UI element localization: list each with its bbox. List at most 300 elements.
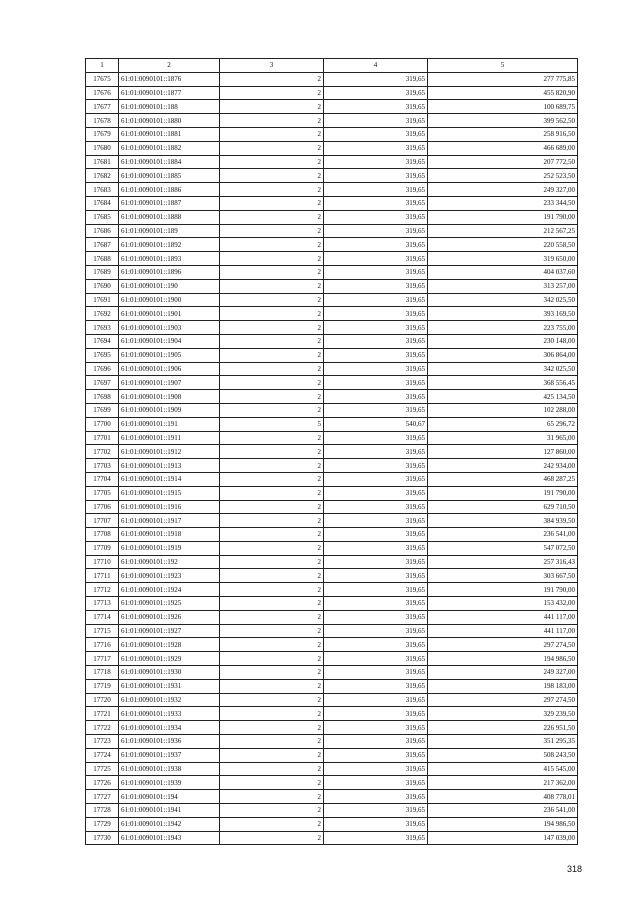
row-number-cell: 17708 xyxy=(86,528,119,542)
category-cell: 2 xyxy=(220,693,324,707)
table-row xyxy=(86,817,578,831)
category-cell: 2 xyxy=(220,707,324,721)
row-number-cell: 17680 xyxy=(86,141,119,155)
category-cell: 2 xyxy=(220,210,324,224)
rate-cell: 319,65 xyxy=(324,307,428,321)
cadastral-number-cell: 61:01:0090101::1942 xyxy=(119,817,220,831)
cadastral-number-cell: 61:01:0090101::1903 xyxy=(119,321,220,335)
table-row xyxy=(86,735,578,749)
category-cell: 2 xyxy=(220,293,324,307)
rate-cell: 319,65 xyxy=(324,500,428,514)
row-number-cell: 17685 xyxy=(86,210,119,224)
cadastral-number-cell: 61:01:0090101::1892 xyxy=(119,238,220,252)
value-cell: 342 025,50 xyxy=(428,293,578,307)
value-cell: 207 772,50 xyxy=(428,155,578,169)
row-number-cell: 17696 xyxy=(86,362,119,376)
value-cell: 277 775,85 xyxy=(428,72,578,86)
value-cell: 100 689,75 xyxy=(428,100,578,114)
value-cell: 249 327,00 xyxy=(428,666,578,680)
rate-cell: 319,65 xyxy=(324,624,428,638)
value-cell: 455 820,90 xyxy=(428,86,578,100)
rate-cell: 319,65 xyxy=(324,583,428,597)
row-number-cell: 17678 xyxy=(86,114,119,128)
value-cell: 629 710,50 xyxy=(428,500,578,514)
column-header: 1 xyxy=(86,59,119,73)
category-cell: 2 xyxy=(220,196,324,210)
table-row xyxy=(86,528,578,542)
row-number-cell: 17707 xyxy=(86,514,119,528)
row-number-cell: 17725 xyxy=(86,762,119,776)
cadastral-number-cell: 61:01:0090101::1908 xyxy=(119,390,220,404)
table-row xyxy=(86,610,578,624)
category-cell: 2 xyxy=(220,376,324,390)
table-row xyxy=(86,390,578,404)
table-row xyxy=(86,86,578,100)
rate-cell: 319,65 xyxy=(324,610,428,624)
category-cell: 2 xyxy=(220,679,324,693)
table-row xyxy=(86,321,578,335)
value-cell: 384 939,50 xyxy=(428,514,578,528)
rate-cell: 319,65 xyxy=(324,210,428,224)
rate-cell: 319,65 xyxy=(324,114,428,128)
value-cell: 508 243,50 xyxy=(428,748,578,762)
value-cell: 468 287,25 xyxy=(428,472,578,486)
row-number-cell: 17686 xyxy=(86,224,119,238)
table-body xyxy=(86,72,578,845)
rate-cell: 319,65 xyxy=(324,486,428,500)
cadastral-number-cell: 61:01:0090101::194 xyxy=(119,790,220,804)
registry-table xyxy=(85,58,578,845)
category-cell: 2 xyxy=(220,321,324,335)
page-number: 318 xyxy=(566,864,582,874)
row-number-cell: 17675 xyxy=(86,72,119,86)
category-cell: 2 xyxy=(220,86,324,100)
row-number-cell: 17705 xyxy=(86,486,119,500)
rate-cell: 319,65 xyxy=(324,528,428,542)
rate-cell: 319,65 xyxy=(324,776,428,790)
category-cell: 2 xyxy=(220,748,324,762)
table-row xyxy=(86,72,578,86)
cadastral-number-cell: 61:01:0090101::1888 xyxy=(119,210,220,224)
value-cell: 466 689,00 xyxy=(428,141,578,155)
cadastral-number-cell: 61:01:0090101::1936 xyxy=(119,735,220,749)
table-row xyxy=(86,748,578,762)
cadastral-number-cell: 61:01:0090101::1915 xyxy=(119,486,220,500)
cadastral-number-cell: 61:01:0090101::1923 xyxy=(119,569,220,583)
row-number-cell: 17691 xyxy=(86,293,119,307)
cadastral-number-cell: 61:01:0090101::1881 xyxy=(119,127,220,141)
row-number-cell: 17727 xyxy=(86,790,119,804)
category-cell: 2 xyxy=(220,804,324,818)
table-row xyxy=(86,431,578,445)
table-row xyxy=(86,417,578,431)
category-cell: 2 xyxy=(220,114,324,128)
value-cell: 252 523,50 xyxy=(428,169,578,183)
rate-cell: 319,65 xyxy=(324,265,428,279)
value-cell: 297 274,50 xyxy=(428,693,578,707)
rate-cell: 319,65 xyxy=(324,666,428,680)
rate-cell: 319,65 xyxy=(324,196,428,210)
rate-cell: 319,65 xyxy=(324,86,428,100)
table-row xyxy=(86,279,578,293)
cadastral-number-cell: 61:01:0090101::1884 xyxy=(119,155,220,169)
cadastral-number-cell: 61:01:0090101::1914 xyxy=(119,472,220,486)
category-cell: 2 xyxy=(220,279,324,293)
cadastral-number-cell: 61:01:0090101::1893 xyxy=(119,252,220,266)
cadastral-number-cell: 61:01:0090101::1913 xyxy=(119,459,220,473)
row-number-cell: 17711 xyxy=(86,569,119,583)
row-number-cell: 17703 xyxy=(86,459,119,473)
category-cell: 2 xyxy=(220,265,324,279)
row-number-cell: 17709 xyxy=(86,541,119,555)
cadastral-number-cell: 61:01:0090101::188 xyxy=(119,100,220,114)
category-cell: 2 xyxy=(220,514,324,528)
rate-cell: 319,65 xyxy=(324,472,428,486)
row-number-cell: 17683 xyxy=(86,183,119,197)
row-number-cell: 17682 xyxy=(86,169,119,183)
table-row xyxy=(86,776,578,790)
value-cell: 31 965,00 xyxy=(428,431,578,445)
table-row xyxy=(86,403,578,417)
row-number-cell: 17712 xyxy=(86,583,119,597)
rate-cell: 319,65 xyxy=(324,390,428,404)
rate-cell: 319,65 xyxy=(324,831,428,845)
table-row xyxy=(86,196,578,210)
rate-cell: 319,65 xyxy=(324,459,428,473)
value-cell: 306 864,00 xyxy=(428,348,578,362)
cadastral-number-cell: 61:01:0090101::1937 xyxy=(119,748,220,762)
category-cell: 2 xyxy=(220,224,324,238)
value-cell: 297 274,50 xyxy=(428,638,578,652)
category-cell: 2 xyxy=(220,638,324,652)
value-cell: 233 344,50 xyxy=(428,196,578,210)
cadastral-number-cell: 61:01:0090101::1876 xyxy=(119,72,220,86)
rate-cell: 319,65 xyxy=(324,252,428,266)
table-row xyxy=(86,183,578,197)
value-cell: 127 860,00 xyxy=(428,445,578,459)
cadastral-number-cell: 61:01:0090101::1941 xyxy=(119,804,220,818)
row-number-cell: 17692 xyxy=(86,307,119,321)
value-cell: 351 295,35 xyxy=(428,735,578,749)
table-row xyxy=(86,652,578,666)
category-cell: 2 xyxy=(220,790,324,804)
category-cell: 2 xyxy=(220,403,324,417)
value-cell: 236 541,00 xyxy=(428,528,578,542)
table-row xyxy=(86,500,578,514)
value-cell: 415 545,00 xyxy=(428,762,578,776)
row-number-cell: 17697 xyxy=(86,376,119,390)
table-row xyxy=(86,569,578,583)
value-cell: 191 790,00 xyxy=(428,583,578,597)
rate-cell: 319,65 xyxy=(324,597,428,611)
value-cell: 191 790,00 xyxy=(428,486,578,500)
category-cell: 2 xyxy=(220,169,324,183)
cadastral-number-cell: 61:01:0090101::1919 xyxy=(119,541,220,555)
cadastral-number-cell: 61:01:0090101::1911 xyxy=(119,431,220,445)
rate-cell: 319,65 xyxy=(324,238,428,252)
rate-cell: 319,65 xyxy=(324,403,428,417)
category-cell: 2 xyxy=(220,155,324,169)
table-row xyxy=(86,348,578,362)
table-row xyxy=(86,224,578,238)
rate-cell: 319,65 xyxy=(324,127,428,141)
category-cell: 2 xyxy=(220,472,324,486)
rate-cell: 319,65 xyxy=(324,72,428,86)
rate-cell: 319,65 xyxy=(324,376,428,390)
category-cell: 2 xyxy=(220,307,324,321)
category-cell: 2 xyxy=(220,390,324,404)
category-cell: 2 xyxy=(220,72,324,86)
category-cell: 2 xyxy=(220,252,324,266)
table-row xyxy=(86,514,578,528)
category-cell: 5 xyxy=(220,417,324,431)
value-cell: 226 951,50 xyxy=(428,721,578,735)
row-number-cell: 17723 xyxy=(86,735,119,749)
cadastral-number-cell: 61:01:0090101::1916 xyxy=(119,500,220,514)
row-number-cell: 17729 xyxy=(86,817,119,831)
rate-cell: 319,65 xyxy=(324,431,428,445)
category-cell: 2 xyxy=(220,541,324,555)
rate-cell: 319,65 xyxy=(324,693,428,707)
table-row xyxy=(86,693,578,707)
value-cell: 236 541,00 xyxy=(428,804,578,818)
category-cell: 2 xyxy=(220,569,324,583)
rate-cell: 319,65 xyxy=(324,514,428,528)
rate-cell: 319,65 xyxy=(324,555,428,569)
row-number-cell: 17701 xyxy=(86,431,119,445)
value-cell: 425 134,50 xyxy=(428,390,578,404)
row-number-cell: 17715 xyxy=(86,624,119,638)
cadastral-number-cell: 61:01:0090101::1901 xyxy=(119,307,220,321)
table-row xyxy=(86,265,578,279)
rate-cell: 319,65 xyxy=(324,707,428,721)
cadastral-number-cell: 61:01:0090101::191 xyxy=(119,417,220,431)
table-row xyxy=(86,100,578,114)
cadastral-number-cell: 61:01:0090101::1909 xyxy=(119,403,220,417)
row-number-cell: 17684 xyxy=(86,196,119,210)
rate-cell: 319,65 xyxy=(324,804,428,818)
cadastral-number-cell: 61:01:0090101::1896 xyxy=(119,265,220,279)
row-number-cell: 17687 xyxy=(86,238,119,252)
row-number-cell: 17730 xyxy=(86,831,119,845)
category-cell: 2 xyxy=(220,486,324,500)
value-cell: 258 916,50 xyxy=(428,127,578,141)
cadastral-number-cell: 61:01:0090101::1926 xyxy=(119,610,220,624)
rate-cell: 319,65 xyxy=(324,100,428,114)
table-row xyxy=(86,638,578,652)
value-cell: 65 296,72 xyxy=(428,417,578,431)
table-row xyxy=(86,486,578,500)
rate-cell: 319,65 xyxy=(324,279,428,293)
rate-cell: 319,65 xyxy=(324,224,428,238)
row-number-cell: 17695 xyxy=(86,348,119,362)
rate-cell: 319,65 xyxy=(324,321,428,335)
rate-cell: 319,65 xyxy=(324,790,428,804)
table-row xyxy=(86,376,578,390)
row-number-cell: 17722 xyxy=(86,721,119,735)
row-number-cell: 17719 xyxy=(86,679,119,693)
category-cell: 2 xyxy=(220,597,324,611)
value-cell: 441 117,00 xyxy=(428,624,578,638)
cadastral-number-cell: 61:01:0090101::1938 xyxy=(119,762,220,776)
cadastral-number-cell: 61:01:0090101::1943 xyxy=(119,831,220,845)
category-cell: 2 xyxy=(220,238,324,252)
category-cell: 2 xyxy=(220,500,324,514)
row-number-cell: 17721 xyxy=(86,707,119,721)
category-cell: 2 xyxy=(220,555,324,569)
cadastral-number-cell: 61:01:0090101::1931 xyxy=(119,679,220,693)
row-number-cell: 17702 xyxy=(86,445,119,459)
category-cell: 2 xyxy=(220,666,324,680)
cadastral-number-cell: 61:01:0090101::1877 xyxy=(119,86,220,100)
rate-cell: 319,65 xyxy=(324,762,428,776)
category-cell: 2 xyxy=(220,127,324,141)
table-row xyxy=(86,307,578,321)
value-cell: 368 556,45 xyxy=(428,376,578,390)
category-cell: 2 xyxy=(220,334,324,348)
cadastral-number-cell: 61:01:0090101::1900 xyxy=(119,293,220,307)
value-cell: 191 790,00 xyxy=(428,210,578,224)
value-cell: 393 169,50 xyxy=(428,307,578,321)
value-cell: 399 562,50 xyxy=(428,114,578,128)
rate-cell: 319,65 xyxy=(324,748,428,762)
rate-cell: 319,65 xyxy=(324,735,428,749)
table-row xyxy=(86,459,578,473)
category-cell: 2 xyxy=(220,362,324,376)
table-row xyxy=(86,334,578,348)
table-row xyxy=(86,597,578,611)
value-cell: 313 257,00 xyxy=(428,279,578,293)
table-row xyxy=(86,293,578,307)
rate-cell: 319,65 xyxy=(324,679,428,693)
table-row xyxy=(86,169,578,183)
rate-cell: 319,65 xyxy=(324,362,428,376)
row-number-cell: 17700 xyxy=(86,417,119,431)
table-row xyxy=(86,445,578,459)
table-row xyxy=(86,238,578,252)
category-cell: 2 xyxy=(220,528,324,542)
category-cell: 2 xyxy=(220,735,324,749)
cadastral-number-cell: 61:01:0090101::1882 xyxy=(119,141,220,155)
value-cell: 257 316,43 xyxy=(428,555,578,569)
cadastral-number-cell: 61:01:0090101::1929 xyxy=(119,652,220,666)
table-row xyxy=(86,210,578,224)
row-number-cell: 17688 xyxy=(86,252,119,266)
row-number-cell: 17710 xyxy=(86,555,119,569)
value-cell: 249 327,00 xyxy=(428,183,578,197)
category-cell: 2 xyxy=(220,721,324,735)
table-row xyxy=(86,831,578,845)
rate-cell: 319,65 xyxy=(324,541,428,555)
cadastral-number-cell: 61:01:0090101::1933 xyxy=(119,707,220,721)
rate-cell: 540,67 xyxy=(324,417,428,431)
row-number-cell: 17718 xyxy=(86,666,119,680)
rate-cell: 319,65 xyxy=(324,638,428,652)
value-cell: 223 755,00 xyxy=(428,321,578,335)
rate-cell: 319,65 xyxy=(324,169,428,183)
category-cell: 2 xyxy=(220,652,324,666)
category-cell: 2 xyxy=(220,762,324,776)
table-row xyxy=(86,127,578,141)
value-cell: 194 986,50 xyxy=(428,817,578,831)
cadastral-number-cell: 61:01:0090101::1918 xyxy=(119,528,220,542)
category-cell: 2 xyxy=(220,183,324,197)
category-cell: 2 xyxy=(220,817,324,831)
table-row xyxy=(86,762,578,776)
value-cell: 102 288,00 xyxy=(428,403,578,417)
cadastral-number-cell: 61:01:0090101::1927 xyxy=(119,624,220,638)
rate-cell: 319,65 xyxy=(324,445,428,459)
value-cell: 303 667,50 xyxy=(428,569,578,583)
row-number-cell: 17720 xyxy=(86,693,119,707)
column-header: 3 xyxy=(220,59,324,73)
value-cell: 198 183,00 xyxy=(428,679,578,693)
cadastral-number-cell: 61:01:0090101::1928 xyxy=(119,638,220,652)
cadastral-number-cell: 61:01:0090101::1887 xyxy=(119,196,220,210)
row-number-cell: 17699 xyxy=(86,403,119,417)
rate-cell: 319,65 xyxy=(324,721,428,735)
cadastral-number-cell: 61:01:0090101::1905 xyxy=(119,348,220,362)
table-row xyxy=(86,362,578,376)
table-row xyxy=(86,141,578,155)
column-header: 2 xyxy=(119,59,220,73)
category-cell: 2 xyxy=(220,100,324,114)
value-cell: 147 039,00 xyxy=(428,831,578,845)
cadastral-number-cell: 61:01:0090101::1917 xyxy=(119,514,220,528)
rate-cell: 319,65 xyxy=(324,348,428,362)
row-number-cell: 17694 xyxy=(86,334,119,348)
value-cell: 217 362,00 xyxy=(428,776,578,790)
row-number-cell: 17693 xyxy=(86,321,119,335)
value-cell: 404 037,60 xyxy=(428,265,578,279)
table-row xyxy=(86,472,578,486)
value-cell: 319 650,00 xyxy=(428,252,578,266)
rate-cell: 319,65 xyxy=(324,155,428,169)
table-row xyxy=(86,679,578,693)
rate-cell: 319,65 xyxy=(324,652,428,666)
rate-cell: 319,65 xyxy=(324,334,428,348)
table-row xyxy=(86,155,578,169)
cadastral-number-cell: 61:01:0090101::1924 xyxy=(119,583,220,597)
row-number-cell: 17690 xyxy=(86,279,119,293)
table-row xyxy=(86,114,578,128)
row-number-cell: 17724 xyxy=(86,748,119,762)
value-cell: 342 025,50 xyxy=(428,362,578,376)
cadastral-number-cell: 61:01:0090101::1906 xyxy=(119,362,220,376)
table-row xyxy=(86,541,578,555)
row-number-cell: 17698 xyxy=(86,390,119,404)
value-cell: 194 986,50 xyxy=(428,652,578,666)
cadastral-number-cell: 61:01:0090101::1907 xyxy=(119,376,220,390)
category-cell: 2 xyxy=(220,583,324,597)
row-number-cell: 17689 xyxy=(86,265,119,279)
rate-cell: 319,65 xyxy=(324,569,428,583)
cadastral-number-cell: 61:01:0090101::190 xyxy=(119,279,220,293)
row-number-cell: 17704 xyxy=(86,472,119,486)
cadastral-number-cell: 61:01:0090101::1880 xyxy=(119,114,220,128)
rate-cell: 319,65 xyxy=(324,817,428,831)
category-cell: 2 xyxy=(220,459,324,473)
value-cell: 230 148,00 xyxy=(428,334,578,348)
cadastral-number-cell: 61:01:0090101::189 xyxy=(119,224,220,238)
value-cell: 242 934,00 xyxy=(428,459,578,473)
table-row xyxy=(86,583,578,597)
category-cell: 2 xyxy=(220,141,324,155)
cadastral-number-cell: 61:01:0090101::1885 xyxy=(119,169,220,183)
value-cell: 441 117,00 xyxy=(428,610,578,624)
category-cell: 2 xyxy=(220,624,324,638)
cadastral-number-cell: 61:01:0090101::1886 xyxy=(119,183,220,197)
